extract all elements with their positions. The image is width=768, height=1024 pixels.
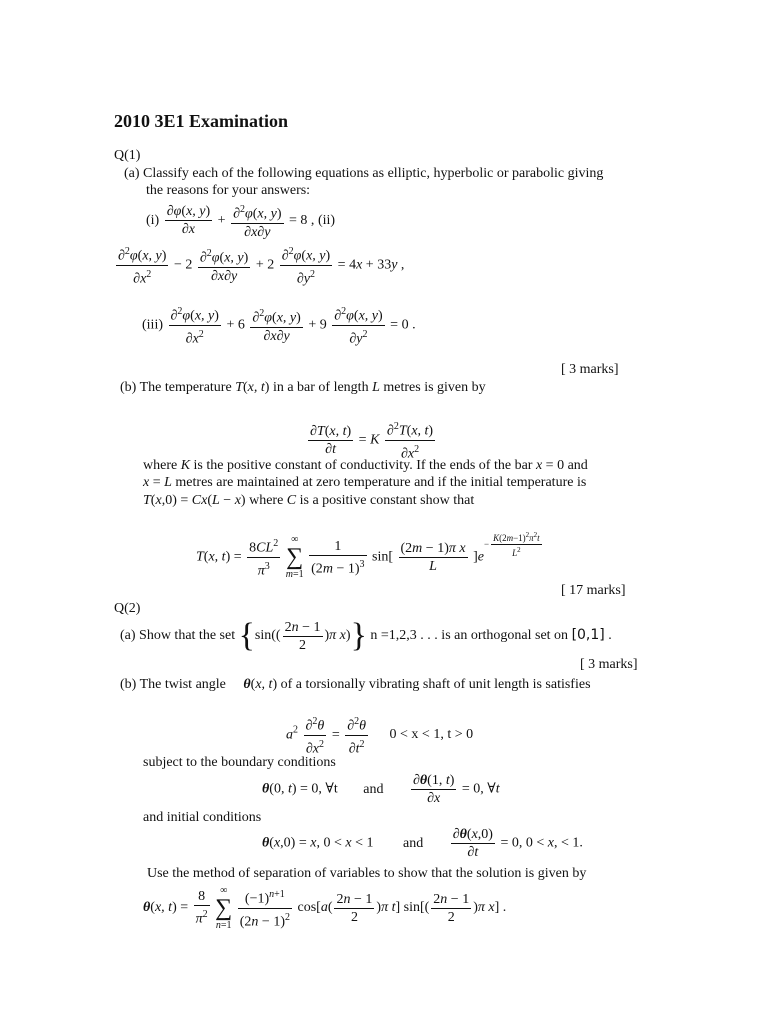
boundary-conditions: θ(0, t) = 0, ∀t and $\frac{\partial\theta(1, t)}{\partial x}$ = 0, ∀t: [262, 773, 500, 806]
label-ii: (ii): [317, 213, 336, 229]
q1b-marks: [ 17 marks]: [561, 583, 626, 598]
where-line: where K is the positive constant of conductivity. If the ends of the bar x = 0 and: [143, 458, 588, 473]
bc-label: subject to the boundary conditions: [143, 755, 336, 770]
q1a-line2: the reasons for your answers:: [146, 183, 311, 198]
ic-label: and initial conditions: [143, 810, 262, 825]
equation-iii: (iii) $\frac{\partial^2\varphi(x, y)}{\partial x^2}$ + 6 $\frac{\partial^2\varphi(x, y)}{\partial x\partial y}$ + 9 $\frac{\partial^2\varphi(x, y)}{\partial y^2}$ = 0 .: [142, 303, 416, 347]
initial-conditions: θ(x,0) = x, 0 < x < 1 and $\frac{\partial\theta(x,0)}{\partial t}$ = 0, 0 < x, < 1.: [262, 827, 583, 860]
zero-temp-line: x = L metres are maintained at zero temperature and if the initial temperature is: [143, 475, 587, 490]
exam-title: 2010 3E1 Examination: [114, 111, 289, 131]
q2-solution: θ(x, t) = $\frac{8}{\pi^2}$ ∞ ∑ n=1 $\frac{(-1)^{n+1}}{(2n - 1)^2}$ cos[a( $\frac{2n - 1}{2}$ )π t] sin[( $\frac{2n - 1}{2}$ )π x] .: [143, 885, 507, 931]
q2a-line: (a) Show that the set {sin(( $\frac{2n - 1}{2}$ )π x)} n =1,2,3 . . . is an orthogonal set on [0,1] .: [120, 617, 612, 654]
separation-line: Use the method of separation of variables to show that the solution is given by: [147, 866, 587, 881]
interval: [0,1]: [571, 627, 605, 644]
q1a-marks: [ 3 marks]: [561, 362, 619, 377]
frac-d2phi-dxdy: $\frac{\partial^2\varphi(x, y)}{\partial x\partial y}$: [231, 201, 283, 241]
label-iii: (iii): [142, 317, 163, 333]
q1-solution: T(x, t) = $\frac{8CL^2}{\pi^3}$ ∞ ∑ m=1 $\frac{1}{(2m - 1)^3}$ sin[ $\frac{\text{(2m − 1)π x}}{L}$ ]$e^{- \frac{K(2m-1)^2\pi^2t}{L^2}}$: [196, 531, 540, 581]
heat-equation: $\frac{\partial T(x, t)}{\partial t}$ = K $\frac{\partial^2T(x, t)}{\partial x^2}$: [306, 418, 437, 462]
initial-temp-line: T(x,0) = Cx(L − x) where C is a positive constant show that: [143, 493, 475, 508]
frac-dphi-dx: $\frac{\partial\varphi(x, y)}{\partial x}$: [166, 204, 211, 238]
q1b-intro: (b) The temperature T(x, t) in a bar of length L metres is given by: [120, 380, 486, 395]
q2b-intro: (b) The twist angle θ(x, t) of a torsionally vibrating shaft of unit length is satisfies: [120, 677, 591, 692]
q1a-line1: (a) Classify each of the following equations as elliptic, hyperbolic or parabolic giving: [124, 166, 604, 181]
equation-ii: $\frac{\partial^2\varphi(x, y)}{\partial x^2}$ − 2 $\frac{\partial^2\varphi(x, y)}{\partial x\partial y}$ + 2 $\frac{\partial^2\varphi(x, y)}{\partial y^2}$ = 4x + 33y ,: [114, 243, 404, 287]
equation-i: (i) $\frac{\partial\varphi(x, y)}{\partial x}$ + $\frac{\partial^2\varphi(x, y)}{\partial x\partial y}$ = 8 , (ii): [146, 201, 335, 241]
q1-label: Q(1): [114, 148, 141, 163]
label-i: (i): [146, 213, 160, 229]
wave-equation: $a^2$ $\frac{\partial^2\theta}{\partial x^2}$ = $\frac{\partial^2\theta}{\partial t^2}$ 0 < x < 1, t > 0: [286, 713, 473, 757]
q2-label: Q(2): [114, 601, 141, 616]
q2a-marks: [ 3 marks]: [580, 657, 638, 672]
